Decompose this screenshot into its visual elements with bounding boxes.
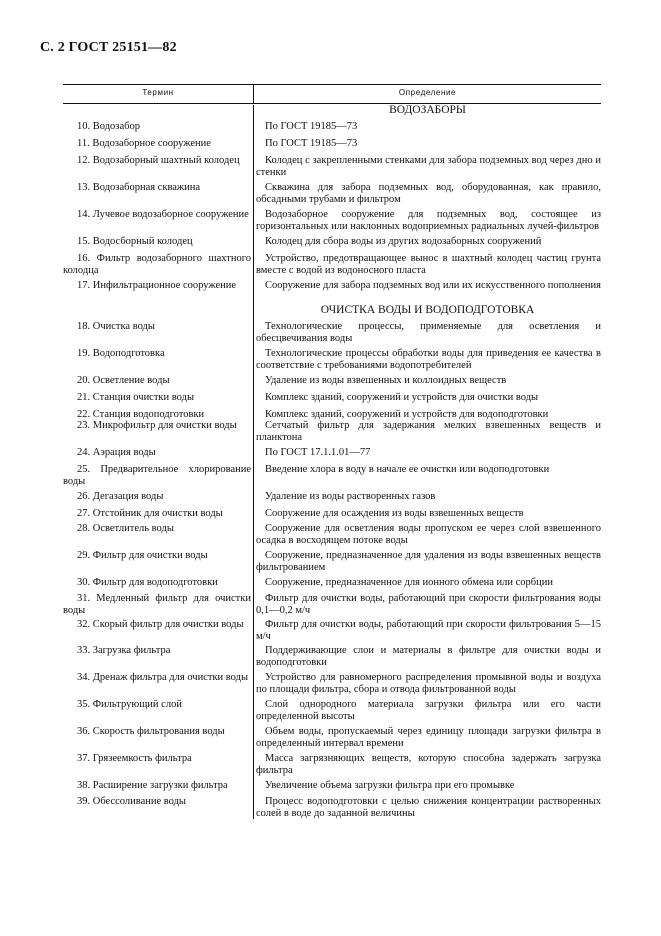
term-cell: 19. Водоподготовка (77, 348, 165, 359)
term-cell: 17. Инфильтрационное сооружение (77, 280, 237, 291)
term-cell: 31. Медленный фильтр для очистки воды (63, 593, 251, 616)
term-cell: 26. Дегазация воды (77, 491, 164, 502)
term-cell: 27. Отстойник для очистки воды (77, 508, 223, 519)
term-cell: 18. Очистка воды (77, 321, 155, 332)
column-header-term: Термин (142, 88, 174, 97)
term-cell: 28. Осветлитель воды (77, 523, 174, 534)
term-cell: 34. Дренаж фильтра для очистки воды (77, 672, 249, 683)
definition-cell: Водозаборное сооружение для подземных вод, состоящее из горизонтальных или наклонных водоприемных радиальных лучей-фильтров (256, 209, 601, 232)
term-cell: 33. Загрузка фильтра (77, 645, 171, 656)
definition-cell: Сооружение для осаждения из воды взвешенных веществ (265, 508, 524, 519)
term-cell: 10. Водозабор (77, 121, 140, 132)
definition-cell: Фильтр для очистки воды, работающий при скорости фильтрования воды 0,1—0,2 м/ч (256, 593, 601, 616)
term-cell: 36. Скорость фильтрования воды (77, 726, 225, 737)
definition-cell: По ГОСТ 17.1.1.01—77 (265, 447, 371, 458)
section-title: ВОДОЗАБОРЫ (389, 104, 466, 116)
term-cell: 39. Обессоливание воды (77, 796, 186, 807)
definition-cell: По ГОСТ 19185—73 (265, 121, 358, 132)
definition-cell: Сооружение, предназначенное для удаления из воды взвешенных веществ фильтрованием (256, 550, 601, 573)
section-title: ОЧИСТКА ВОДЫ И ВОДОПОДГОТОВКА (320, 304, 535, 316)
definition-cell: Введение хлора в воду в начале ее очистки или водоподготовки (265, 464, 550, 475)
term-cell: 37. Грязеемкость фильтра (77, 753, 192, 764)
term-cell: 12. Водозаборный шахтный колодец (77, 155, 240, 166)
term-cell: 20. Осветление воды (77, 375, 170, 386)
definition-cell: Колодец с закрепленными стенками для забора подземных вод через дно и стенки (256, 155, 601, 178)
definition-cell: Комплекс зданий, сооружений и устройств для водоподготовки (265, 409, 549, 420)
definition-cell: Масса загрязняющих веществ, которую способна задержать загрузка фильтра (256, 753, 601, 776)
column-divider (253, 105, 254, 819)
definition-cell: Технологические процессы, применяемые для осветления и обесцвечивания воды (256, 321, 601, 344)
definition-cell: Устройство, предотвращающее вынос в шахтный колодец частиц грунта вместе с водой из водоносного пласта (256, 253, 601, 276)
table-header (63, 84, 601, 103)
definition-cell: Слой однородного материала загрузки фильтра или его части определенной высоты (256, 699, 601, 722)
definition-cell: Сетчатый фильтр для задержания мелких взвешенных веществ и планктона (256, 420, 601, 443)
definition-cell: Объем воды, пропускаемый через единицу площади загрузки фильтра в определенный интервал времени (256, 726, 601, 749)
definition-cell: Сооружение для забора подземных вод или их искусственного пополнения (265, 280, 601, 291)
term-cell: 15. Водосборный колодец (77, 236, 193, 247)
definition-cell: Фильтр для очистки воды, работающий при скорости фильтрования 5—15 м/ч (256, 619, 601, 642)
term-cell: 21. Станция очистки воды (77, 392, 195, 403)
definition-cell: По ГОСТ 19185—73 (265, 138, 358, 149)
definition-cell: Устройство для равномерного распределения промывной воды и воздуха по площади фильтра, сбора и отвода фильтрованной воды (256, 672, 601, 695)
term-cell: 29. Фильтр для очистки воды (77, 550, 208, 561)
term-cell: 11. Водозаборное сооружение (77, 138, 211, 149)
term-cell: 13. Водозаборная скважина (77, 182, 201, 193)
header-bottom-rule (63, 103, 601, 104)
column-header-definition: Определение (398, 88, 457, 97)
term-cell: 23. Микрофильтр для очистки воды (77, 420, 237, 431)
term-cell: 32. Скорый фильтр для очистки воды (77, 619, 244, 630)
term-cell: 16. Фильтр водозаборного шахтного колодца (63, 253, 251, 276)
header-column-divider (253, 84, 254, 103)
definition-cell: Поддерживающие слои и материалы в фильтре для очистки воды и водоподготовки (256, 645, 601, 668)
definition-cell: Увеличение объема загрузки фильтра при его промывке (265, 780, 515, 791)
term-cell: 22. Станция водоподготовки (77, 409, 205, 420)
definition-cell: Комплекс зданий, сооружений и устройств для очистки воды (265, 392, 539, 403)
definition-cell: Технологические процессы обработки воды для приведения ее качества в соответствие с требованиями водопотребителей (256, 348, 601, 371)
definition-cell: Сооружение, предназначенное для ионного обмена или сорбции (265, 577, 553, 588)
term-cell: 38. Расширение загрузки фильтра (77, 780, 228, 791)
term-cell: 14. Лучевое водозаборное сооружение (77, 209, 249, 220)
definition-cell: Удаление из воды взвешенных и коллоидных веществ (265, 375, 507, 386)
definition-cell: Удаление из воды растворенных газов (265, 491, 436, 502)
term-cell: 30. Фильтр для водоподготовки (77, 577, 218, 588)
definition-cell: Процесс водоподготовки с целью снижения концентрации растворенных солей в воде до заданной величины (256, 796, 601, 819)
definition-cell: Сооружение для осветления воды пропуском ее через слой взвешенного осадка в восходящем потоке воды (256, 523, 601, 546)
definition-cell: Скважина для забора подземных вод, оборудованная, как правило, обсадными трубами и фильтром (256, 182, 601, 205)
page-header: С. 2 ГОСТ 25151—82 (40, 40, 177, 55)
term-cell: 35. Фильтрующий слой (77, 699, 182, 710)
term-cell: 25. Предварительное хлорирование воды (63, 464, 251, 487)
term-cell: 24. Аэрация воды (77, 447, 156, 458)
definition-cell: Колодец для сбора воды из других водозаборных сооружений (265, 236, 542, 247)
